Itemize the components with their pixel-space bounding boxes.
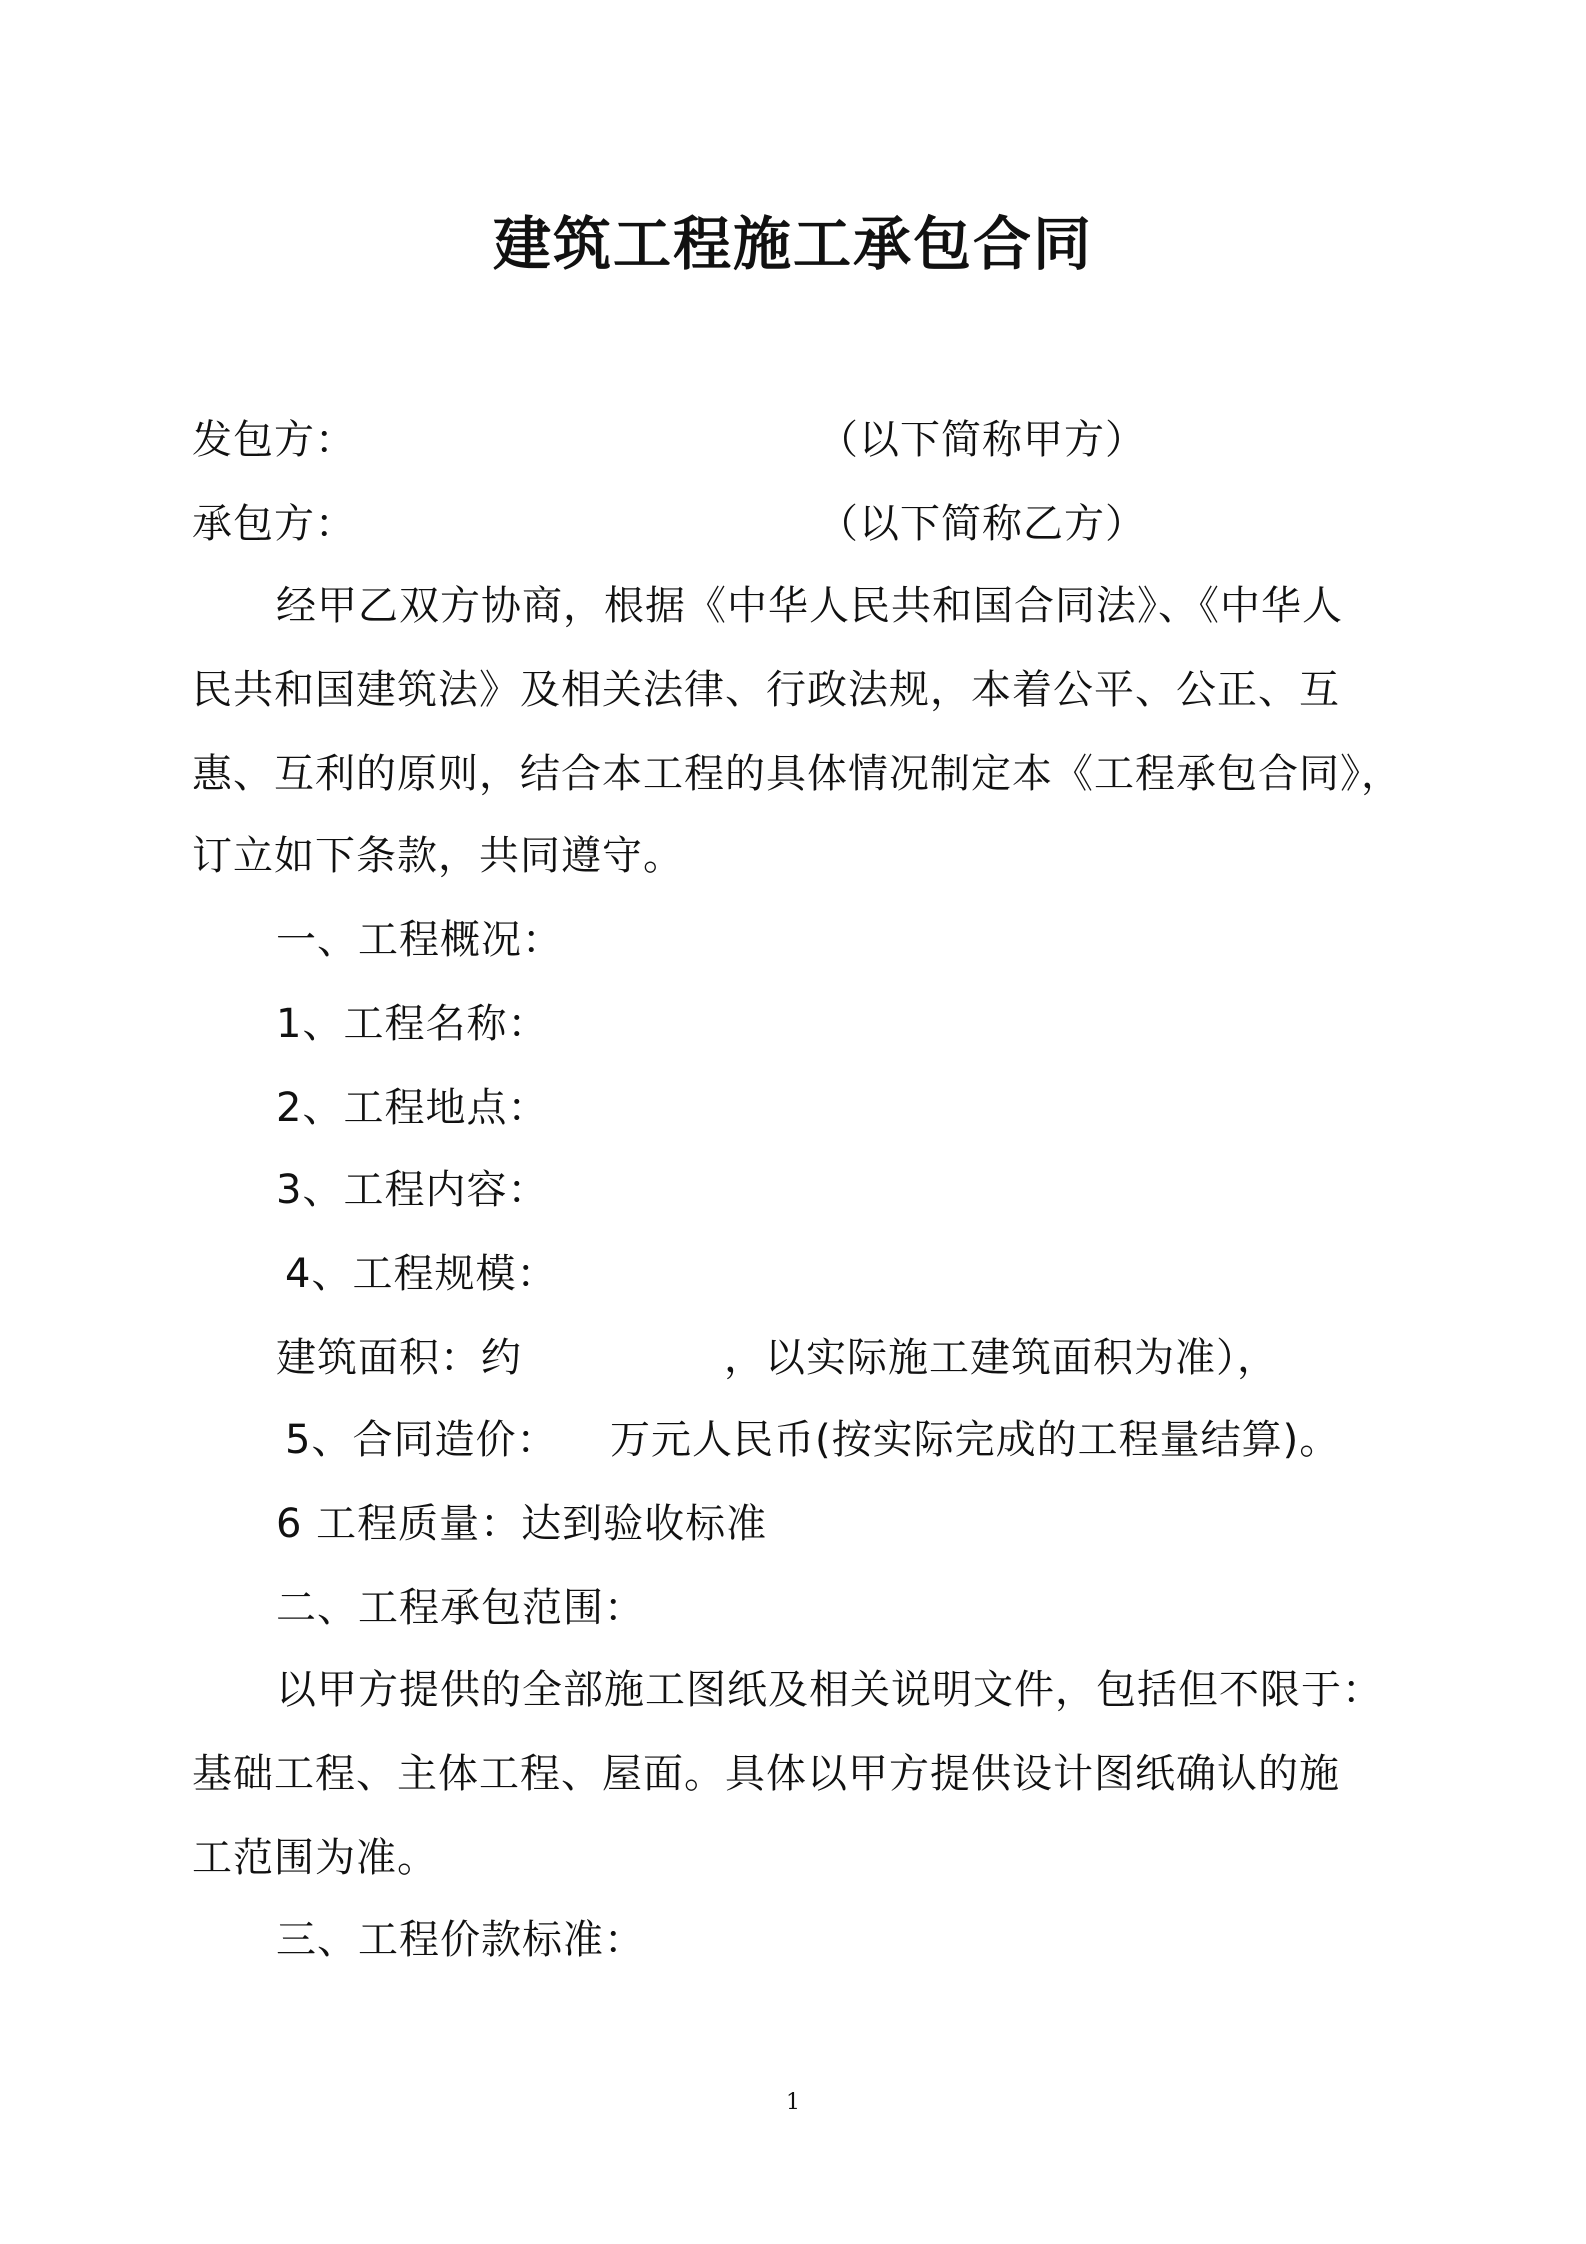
building-area-note: ，以实际施工建筑面积为准），	[724, 1335, 1278, 1381]
item-project-scale: 4、工程规模：	[285, 1251, 558, 1297]
contract-price-label: 5、合同造价：	[285, 1417, 558, 1463]
item-project-location: 2、工程地点：	[276, 1085, 549, 1131]
section-heading-overview: 一、工程概况：	[276, 917, 563, 963]
scope-paragraph-line: 工范围为准。	[192, 1835, 438, 1881]
section-heading-price: 三、工程价款标准：	[276, 1917, 645, 1963]
intro-paragraph-line: 惠、互利的原则，结合本工程的具体情况制定本《工程承包合同》，	[192, 751, 1402, 797]
party-a-note: （以下简称甲方）	[818, 417, 1146, 463]
intro-paragraph-line: 民共和国建筑法》及相关法律、行政法规，本着公平、公正、互	[192, 667, 1340, 713]
item-project-quality: 6 工程质量：达到验收标准	[276, 1501, 768, 1547]
party-b-label: 承包方：	[192, 501, 356, 547]
contract-price-value: 万元人民币(按实际完成的工程量结算)。	[610, 1417, 1341, 1463]
section-heading-scope: 二、工程承包范围：	[276, 1585, 645, 1631]
item-project-content: 3、工程内容：	[276, 1167, 549, 1213]
building-area-label: 建筑面积：约	[276, 1335, 522, 1381]
scope-paragraph-line: 基础工程、主体工程、屋面。具体以甲方提供设计图纸确认的施	[192, 1751, 1340, 1797]
page-number: 1	[786, 2090, 800, 2115]
document-title: 建筑工程施工承包合同	[492, 210, 1093, 278]
intro-paragraph-line: 经甲乙双方协商，根据《中华人民共和国合同法》、《中华人	[276, 583, 1343, 629]
party-a-label: 发包方：	[192, 417, 356, 463]
scope-paragraph-line: 以甲方提供的全部施工图纸及相关说明文件，包括但不限于：	[276, 1667, 1383, 1713]
party-b-note: （以下简称乙方）	[818, 501, 1146, 547]
intro-paragraph-line: 订立如下条款，共同遵守。	[192, 833, 684, 879]
item-project-name: 1、工程名称：	[276, 1001, 549, 1047]
